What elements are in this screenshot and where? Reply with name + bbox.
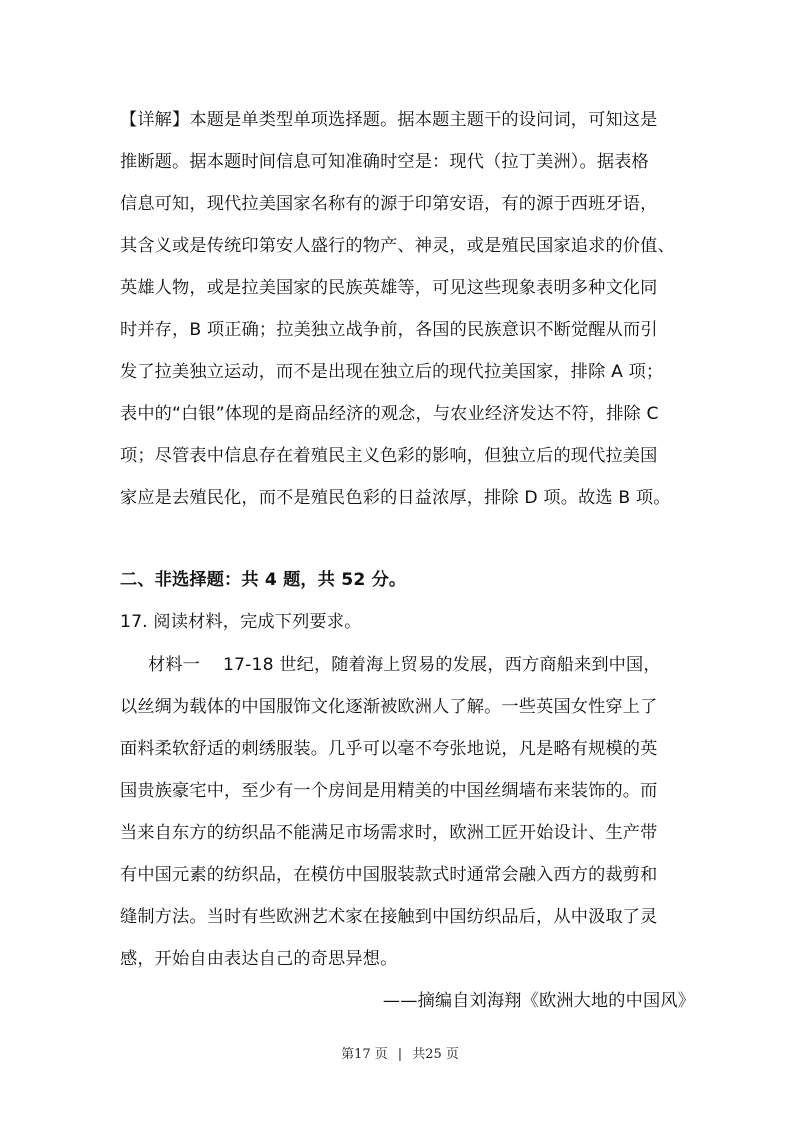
footer-separator: | bbox=[397, 1047, 403, 1062]
detail-line: 发了拉美独立运动，而不是出现在独立后的现代拉美国家，排除 A 项； bbox=[120, 362, 664, 382]
source-citation: ——摘编自刘海翔《欧洲大地的中国风》 bbox=[382, 991, 695, 1011]
detail-line: 推断题。据本题时间信息可知准确时空是：现代（拉丁美洲）。据表格 bbox=[120, 152, 649, 172]
material-line: 有中国元素的纺织品，在模仿中国服装款式时通常会融入西方的裁剪和 bbox=[120, 865, 658, 885]
detail-line: 项；尽管表中信息存在着殖民主义色彩的影响，但独立后的现代拉美国 bbox=[120, 446, 658, 466]
detail-line: 信息可知，现代拉美国家名称有的源于印第安语，有的源于西班牙语， bbox=[120, 194, 658, 214]
material-line: 以丝绸为载体的中国服饰文化逐渐被欧洲人了解。一些英国女性穿上了 bbox=[120, 697, 658, 717]
detail-line: 家应是去殖民化，而不是殖民色彩的日益浓厚，排除 D 项。故选 B 项。 bbox=[120, 488, 671, 508]
page-number: 第17 页 bbox=[341, 1047, 388, 1062]
page-total: 共25 页 bbox=[412, 1047, 459, 1062]
material-line: 缝制方法。当时有些欧洲艺术家在接触到中国纺织品后，从中汲取了灵 bbox=[120, 907, 658, 927]
detail-line: 时并存，B 项正确；拉美独立战争前，各国的民族意识不断觉醒从而引 bbox=[120, 320, 658, 340]
material-line: 国贵族豪宅中，至少有一个房间是用精美的中国丝绸墙布来装饰的。而 bbox=[120, 781, 658, 801]
detail-line: 表中的“白银”体现的是商品经济的观念，与农业经济发达不符，排除 C bbox=[120, 404, 659, 424]
detail-line: 【详解】本题是单类型单项选择题。据本题主题干的设问词，可知这是 bbox=[120, 110, 658, 130]
page-footer bbox=[0, 1046, 800, 1064]
question-line: 17. 阅读材料，完成下列要求。 bbox=[120, 612, 362, 632]
material-line: 面料柔软舒适的刺绣服装。几乎可以毫不夸张地说，凡是略有规模的英 bbox=[120, 739, 658, 759]
section-heading: 二、非选择题：共 4 题，共 52 分。 bbox=[120, 570, 407, 590]
detail-line: 其含义或是传统印第安人盛行的物产、神灵，或是殖民国家追求的价值、 bbox=[120, 236, 675, 256]
material-line: 材料一 17-18 世纪，随着海上贸易的发展，西方商船来到中国， bbox=[148, 655, 661, 675]
material-line: 当来自东方的纺织品不能满足市场需求时，欧洲工匠开始设计、生产带 bbox=[120, 823, 658, 843]
material-line: 感，开始自由表达自己的奇思异想。 bbox=[120, 949, 398, 969]
detail-line: 英雄人物，或是拉美国家的民族英雄等，可见这些现象表明多种文化同 bbox=[120, 278, 658, 298]
